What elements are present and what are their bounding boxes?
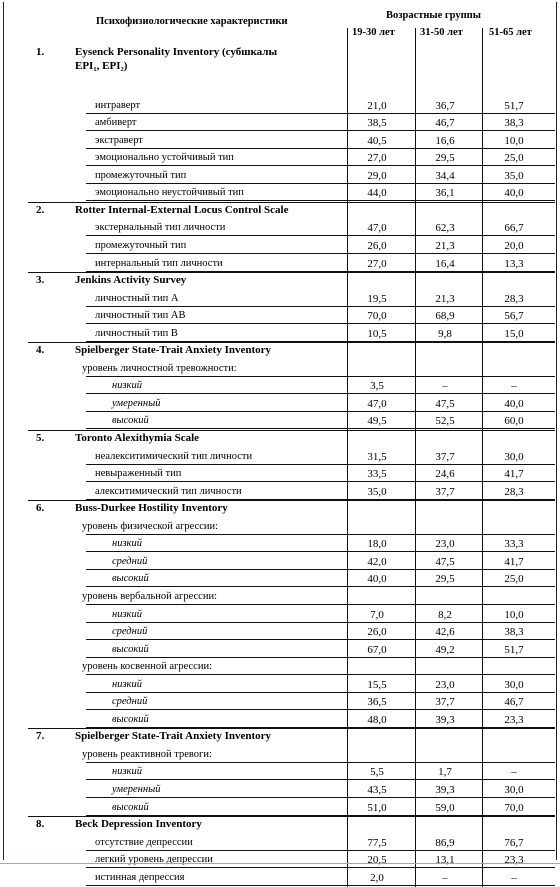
row-rule [86, 253, 555, 254]
row-label: эмоционально неустойчивый тип [95, 187, 244, 199]
value-2: 39,3 [435, 784, 455, 796]
value-1: 31,5 [367, 450, 387, 463]
value-2: 21,3 [435, 292, 455, 305]
row-rule [86, 657, 555, 658]
age-groups-header: Возрастные группы [386, 10, 481, 21]
value-1: 36,5 [367, 696, 387, 709]
row-rule [86, 867, 555, 868]
value-2: 29,5 [435, 152, 455, 165]
row-rule [86, 551, 555, 552]
characteristics-header: Психофизиологические характеристики [96, 16, 288, 27]
section-rule [28, 816, 555, 817]
row-rule [86, 376, 555, 377]
value-3: 70,0 [504, 801, 524, 814]
value-2: 9,8 [438, 327, 452, 340]
value-2: 29,5 [435, 573, 455, 586]
row-label: амбиверт [95, 117, 137, 129]
value-2: 37,7 [435, 485, 455, 498]
value-3: 30,0 [504, 784, 524, 796]
value-3: 13,3 [504, 257, 524, 270]
section-number: 1. [36, 46, 45, 58]
subgroup-label: уровень физической агрессии: [82, 520, 219, 532]
row-rule [86, 885, 555, 886]
value-2: 49,2 [435, 643, 455, 656]
value-3: – [511, 871, 517, 884]
value-2: – [442, 871, 448, 884]
row-label: личностный тип В [95, 327, 178, 339]
value-2: 68,9 [435, 310, 455, 323]
row-label: средний [112, 626, 148, 638]
value-3: 23,3 [504, 854, 524, 867]
value-2: 23,0 [435, 678, 455, 691]
value-1: 26,0 [367, 626, 387, 639]
value-3: 38,3 [504, 626, 524, 639]
value-3: 28,3 [504, 292, 524, 305]
value-1: 44,0 [367, 187, 387, 200]
value-2: 34,4 [435, 169, 455, 182]
row-rule [86, 148, 555, 149]
section-rule [28, 342, 555, 343]
section-title: Eysenck Personality Inventory (субшкалы [75, 46, 278, 58]
subgroup-label: уровень вербальной агрессии: [82, 590, 217, 602]
value-1: 20,5 [367, 854, 387, 867]
row-label: умеренный [112, 397, 161, 409]
value-3: 30,0 [504, 678, 524, 691]
row-label: легкий уровень депрессии [95, 854, 213, 866]
value-2: 16,4 [435, 257, 455, 270]
value-1: 27,0 [367, 152, 387, 165]
section-rule [28, 202, 555, 203]
value-2: – [442, 380, 448, 393]
value-2: 1,7 [438, 766, 452, 779]
value-2: 36,7 [435, 99, 455, 112]
value-1: 35,0 [367, 485, 387, 498]
value-3: 66,7 [504, 222, 524, 235]
section-rule [28, 728, 555, 729]
value-2: 47,5 [435, 555, 455, 568]
row-rule [86, 113, 555, 114]
section-number: 7. [36, 730, 45, 743]
row-label: интраверт [95, 99, 141, 111]
value-2: 46,7 [435, 117, 455, 130]
row-rule [86, 762, 555, 763]
value-3: 46,7 [504, 696, 524, 709]
value-3: 28,3 [504, 485, 524, 498]
value-3: 41,7 [504, 468, 524, 481]
value-2: 42,6 [435, 626, 455, 639]
value-1: 40,0 [367, 573, 387, 586]
row-label: средний [112, 555, 148, 567]
value-3: 15,0 [504, 327, 524, 340]
row-rule [86, 306, 555, 307]
value-2: 47,5 [435, 397, 455, 410]
value-1: 47,0 [367, 397, 387, 410]
page-bottom-rule [0, 863, 560, 864]
value-1: 5,5 [370, 766, 384, 779]
subgroup-label: уровень личностной тревожности: [82, 362, 237, 374]
value-1: 3,5 [370, 380, 384, 393]
row-label: интернальный тип личности [95, 257, 223, 269]
value-2: 24,6 [435, 468, 455, 481]
row-rule [86, 464, 555, 465]
value-1: 67,0 [367, 643, 387, 656]
value-3: 35,0 [504, 169, 524, 182]
row-label: высокий [112, 573, 149, 585]
value-1: 77,5 [367, 836, 387, 849]
row-label: низкий [112, 538, 142, 550]
section-title-line2: EPI₁, EPI₂) [75, 60, 128, 72]
col-31-50-header: 31-50 лет [420, 27, 463, 38]
section-title: Spielberger State-Trait Anxiety Inventory [75, 730, 272, 743]
subgroup-label: уровень косвенной агрессии: [82, 661, 212, 673]
row-rule [86, 165, 555, 166]
value-2: 16,6 [435, 134, 455, 147]
value-1: 48,0 [367, 713, 387, 726]
value-3: 33,3 [504, 538, 524, 551]
section-number: 6. [36, 502, 45, 515]
row-rule [86, 604, 555, 605]
section-rule [28, 272, 555, 273]
value-1: 42,0 [367, 555, 387, 568]
value-1: 38,5 [367, 117, 387, 130]
value-1: 19,5 [367, 292, 387, 305]
section-title: Buss-Durkee Hostility Inventory [75, 502, 228, 515]
section-title: Jenkins Activity Survey [75, 274, 187, 287]
value-1: 47,0 [367, 222, 387, 235]
row-rule [86, 586, 555, 587]
value-3: – [511, 380, 517, 393]
value-2: 13,1 [435, 854, 455, 867]
row-label: умеренный [112, 784, 161, 795]
row-rule [86, 779, 555, 780]
row-rule [86, 534, 555, 535]
value-2: 86,9 [435, 836, 455, 849]
value-3: 76,7 [504, 836, 524, 849]
row-label: личностный тип АВ [95, 310, 186, 322]
section-number: 2. [36, 203, 45, 216]
row-rule [86, 235, 555, 236]
value-3: 51,7 [504, 643, 524, 656]
row-label: низкий [112, 380, 142, 392]
row-label: личностный тип А [95, 292, 179, 304]
value-2: 59,0 [435, 801, 455, 814]
value-3: 38,3 [504, 117, 524, 130]
value-1: 26,0 [367, 239, 387, 252]
value-3: 60,0 [504, 415, 524, 428]
value-1: 15,5 [367, 678, 387, 691]
section-number: 3. [36, 274, 45, 287]
value-2: 37,7 [435, 696, 455, 709]
row-label: невыраженный тип [95, 468, 182, 480]
row-rule [86, 183, 555, 184]
value-2: 37,7 [435, 450, 455, 463]
value-3: 51,7 [504, 99, 524, 112]
section-title: Toronto Alexithymia Scale [75, 432, 200, 444]
row-rule [86, 393, 555, 394]
row-label: низкий [112, 678, 142, 690]
row-rule [86, 323, 555, 324]
row-label: высокий [112, 643, 149, 655]
row-label: промежуточный тип [95, 169, 187, 181]
value-3: 20,0 [504, 239, 524, 252]
row-label: высокий [112, 801, 149, 813]
value-2: 23,0 [435, 538, 455, 551]
row-label: отсутствие депрессии [95, 836, 193, 848]
value-1: 10,5 [367, 327, 387, 340]
section-rule [28, 500, 555, 501]
value-2: 52,5 [435, 415, 455, 428]
section-number: 4. [36, 344, 45, 357]
value-2: 8,2 [438, 608, 452, 621]
row-label: высокий [112, 415, 149, 427]
value-3: 25,0 [504, 152, 524, 165]
value-2: 39,3 [435, 713, 455, 726]
value-3: 41,7 [504, 555, 524, 568]
value-1: 51,0 [367, 801, 387, 814]
row-label: средний [112, 696, 148, 708]
row-rule [86, 130, 555, 131]
section-title: Spielberger State-Trait Anxiety Inventory [75, 344, 272, 357]
value-2: 36,1 [435, 187, 455, 200]
value-1: 29,0 [367, 169, 387, 182]
value-1: 27,0 [367, 257, 387, 270]
row-rule [86, 692, 555, 693]
value-2: 21,3 [435, 239, 455, 252]
row-label: неалекситимический тип личности [95, 450, 253, 462]
row-label: истинная депрессия [95, 871, 185, 883]
row-rule [86, 709, 555, 710]
value-1: 33,5 [367, 468, 387, 481]
section-number: 8. [36, 818, 45, 831]
value-3: 23,3 [504, 713, 524, 726]
value-1: 70,0 [367, 310, 387, 323]
value-3: 10,0 [504, 134, 524, 147]
value-1: 40,5 [367, 134, 387, 147]
row-label: промежуточный тип [95, 239, 187, 251]
value-2: 62,3 [435, 222, 455, 235]
subgroup-label: уровень реактивной тревоги: [82, 748, 212, 760]
row-label: экстраверт [95, 134, 143, 146]
row-rule [86, 481, 555, 482]
section-number: 5. [36, 432, 45, 444]
row-rule [86, 411, 555, 412]
value-1: 43,5 [367, 784, 387, 796]
row-label: низкий [112, 766, 142, 778]
value-1: 2,0 [370, 871, 384, 884]
col-19-30-header: 19-30 лет [352, 27, 395, 38]
value-3: 56,7 [504, 310, 524, 323]
row-rule [86, 850, 555, 851]
value-3: 25,0 [504, 573, 524, 586]
row-rule [86, 674, 555, 675]
row-label: высокий [112, 713, 149, 725]
row-label: алекситимический тип личности [95, 485, 242, 497]
value-1: 7,0 [370, 608, 384, 621]
value-3: 30,0 [504, 450, 524, 463]
row-label: низкий [112, 608, 142, 620]
section-rule [28, 430, 555, 431]
section-title: Beck Depression Inventory [75, 818, 202, 831]
value-1: 49,5 [367, 415, 387, 428]
row-rule [86, 797, 555, 798]
col-51-65-header: 51-65 лет [489, 27, 532, 38]
value-3: – [511, 766, 517, 779]
row-label: эмоционально устойчивый тип [95, 152, 234, 164]
value-1: 18,0 [367, 538, 387, 551]
row-rule [86, 622, 555, 623]
value-3: 40,0 [504, 397, 524, 410]
row-rule [86, 569, 555, 570]
value-3: 10,0 [504, 608, 524, 621]
row-label: экстернальный тип личности [95, 222, 226, 234]
value-3: 40,0 [504, 187, 524, 200]
value-1: 21,0 [367, 99, 387, 112]
section-title: Rotter Internal-External Locus Control Scale [75, 203, 289, 216]
row-rule [86, 639, 555, 640]
